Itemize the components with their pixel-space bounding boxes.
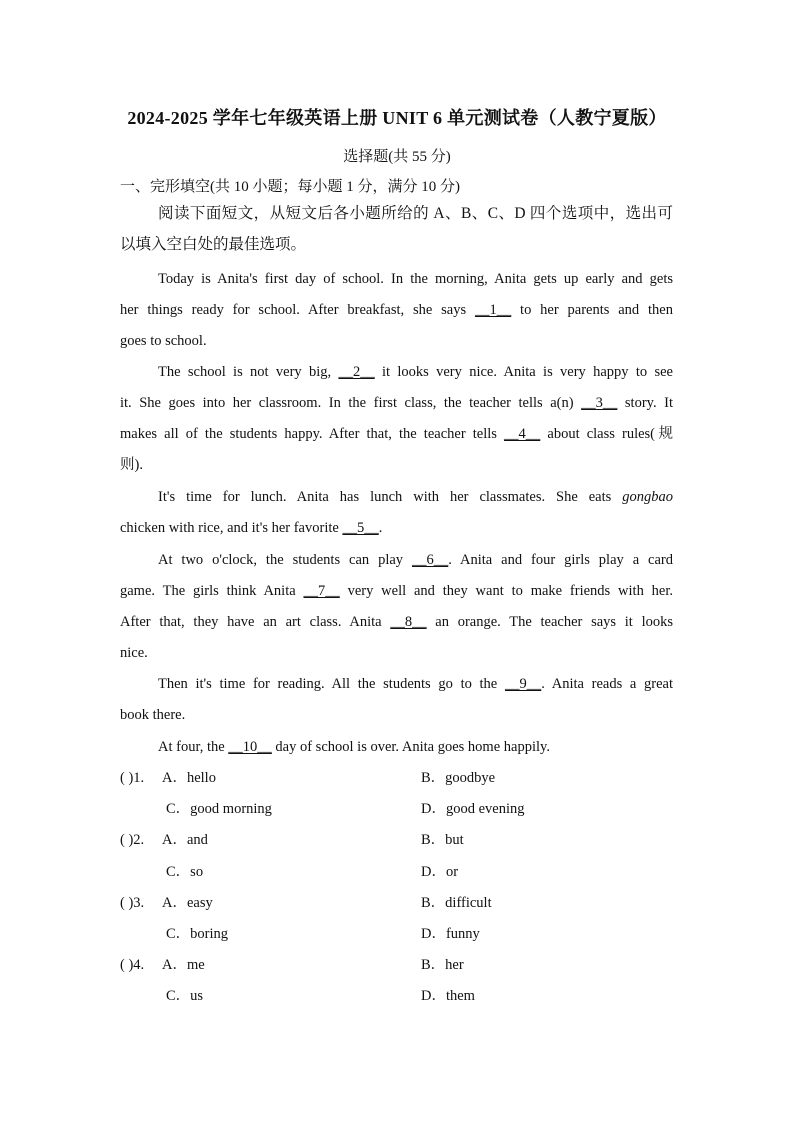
passage-line bbox=[120, 388, 673, 419]
option-a[interactable]: A．me bbox=[162, 957, 205, 973]
blank-3: __3__ bbox=[581, 395, 618, 411]
blank-6: __6__ bbox=[411, 552, 449, 568]
passage-line bbox=[120, 669, 673, 700]
option-b[interactable]: B．but bbox=[421, 832, 464, 848]
text: about class rules(规 bbox=[540, 426, 673, 442]
option-d[interactable]: D．good evening bbox=[421, 801, 525, 817]
question-number[interactable]: ( )1. bbox=[120, 770, 145, 786]
option-c[interactable]: C．boring bbox=[166, 926, 229, 942]
option-c[interactable]: C．so bbox=[166, 864, 204, 880]
text: game. The girls think Anita bbox=[120, 583, 304, 599]
passage-paragraph-4 bbox=[120, 545, 673, 669]
blank-1: __1__ bbox=[474, 302, 512, 318]
blank-8: __8__ bbox=[390, 614, 427, 630]
text: . Anita and four girls play a card bbox=[448, 552, 674, 568]
text: her things ready for school. After breakfast, she says bbox=[120, 302, 475, 318]
passage-line: goes to school. bbox=[120, 333, 207, 349]
page-subtitle: 选择题(共 55 分) bbox=[343, 149, 451, 165]
text: . bbox=[378, 520, 383, 536]
page-title: 2024-2025 学年七年级英语上册 UNIT 6 单元测试卷（人教宁夏版） bbox=[127, 108, 667, 128]
blank-5: __5__ bbox=[342, 520, 379, 536]
question-number[interactable]: ( )3. bbox=[120, 895, 145, 911]
blank-2: __2__ bbox=[338, 364, 375, 380]
text: Then it's time for reading. All the students go to the bbox=[158, 676, 505, 692]
text: . Anita reads a great bbox=[541, 676, 674, 692]
text: At four, the bbox=[158, 739, 229, 755]
passage-line bbox=[120, 482, 673, 513]
text: very well and they want to make friends with her. bbox=[339, 583, 673, 599]
instructions bbox=[120, 198, 673, 260]
text: makes all of the students happy. After that, the teacher tells bbox=[120, 426, 505, 442]
passage-line bbox=[120, 513, 673, 544]
option-c[interactable]: C．good morning bbox=[166, 801, 272, 817]
option-a[interactable]: A．and bbox=[162, 832, 208, 848]
passage-line bbox=[120, 357, 673, 388]
passage-paragraph-3 bbox=[120, 482, 673, 544]
text: chicken with rice, and it's her favorite bbox=[120, 520, 343, 536]
text: it. She goes into her classroom. In the first class, the teacher tells a(n) bbox=[120, 395, 582, 411]
question-number[interactable]: ( )4. bbox=[120, 957, 145, 973]
text: to her parents and then bbox=[511, 302, 673, 318]
text: At two o'clock, the students can play bbox=[158, 552, 412, 568]
option-b[interactable]: B．difficult bbox=[421, 895, 492, 911]
option-d[interactable]: D．them bbox=[421, 988, 475, 1004]
text: it looks very nice. Anita is very happy to see bbox=[374, 364, 673, 380]
blank-10: __10__ bbox=[228, 739, 272, 755]
passage-line bbox=[120, 576, 673, 607]
option-d[interactable]: D．funny bbox=[421, 926, 480, 942]
text: After that, they have an art class. Anita bbox=[120, 614, 391, 630]
passage-line bbox=[120, 419, 673, 450]
question-number[interactable]: ( )2. bbox=[120, 832, 145, 848]
passage-paragraph-5 bbox=[120, 669, 673, 731]
instruction-line: 阅读下面短文，从短文后各小题所给的 A、B、C、D 四个选项中，选出可 bbox=[158, 205, 673, 222]
option-d[interactable]: D．or bbox=[421, 864, 459, 880]
option-c[interactable]: C．us bbox=[166, 988, 204, 1004]
section-heading: 一、完形填空(共 10 小题；每小题 1 分，满分 10 分) bbox=[120, 179, 460, 195]
blank-9: __9__ bbox=[504, 676, 542, 692]
passage-line: book there. bbox=[120, 707, 186, 723]
passage-paragraph-6 bbox=[120, 732, 673, 763]
text: It's time for lunch. Anita has lunch with her classmates. She eats bbox=[158, 489, 623, 505]
passage-paragraph-2 bbox=[120, 357, 673, 481]
text: story. It bbox=[617, 395, 673, 411]
option-a[interactable]: A．hello bbox=[162, 770, 216, 786]
text: day of school is over. Anita goes home happily. bbox=[271, 739, 550, 755]
passage-line bbox=[120, 295, 673, 326]
passage-line: Today is Anita's first day of school. In the morning, Anita gets up early and gets bbox=[158, 271, 673, 287]
passage-line bbox=[120, 545, 673, 576]
passage-line bbox=[120, 607, 673, 638]
text: an orange. The teacher says it looks bbox=[426, 614, 673, 630]
blank-4: __4__ bbox=[504, 426, 541, 442]
italic-text: gongbao bbox=[622, 489, 673, 505]
blank-7: __7__ bbox=[303, 583, 340, 599]
passage-line: 则). bbox=[120, 457, 143, 473]
option-a[interactable]: A．easy bbox=[162, 895, 213, 911]
passage-line: nice. bbox=[120, 645, 148, 661]
instruction-line: 以填入空白处的最佳选项。 bbox=[120, 236, 307, 253]
option-b[interactable]: B．her bbox=[421, 957, 464, 973]
passage-line bbox=[120, 732, 673, 763]
option-b[interactable]: B．goodbye bbox=[421, 770, 496, 786]
text: The school is not very big, bbox=[158, 364, 339, 380]
passage-paragraph-1 bbox=[120, 264, 673, 357]
